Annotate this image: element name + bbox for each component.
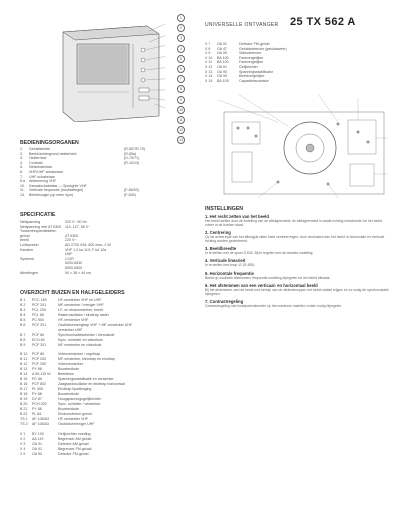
tube-function: Oscillator/mengtrap VHF + MF-versterker UHF — [58, 322, 133, 327]
diode-function: Beeldvergelijker — [239, 74, 265, 79]
callout-number: 3 — [177, 34, 185, 42]
diode-function: Fasevergelijker — [239, 55, 264, 60]
diode-type: OA 90 — [217, 69, 227, 74]
control-label: Afstemming VHF — [29, 179, 57, 184]
tube-type: PC 900 — [32, 317, 44, 322]
diode-row — [205, 79, 287, 84]
halfgeleiders-list-continued — [205, 42, 287, 83]
overzicht-list — [20, 298, 132, 457]
tube-ref: X 4 — [20, 446, 26, 451]
tube-type: OA 90 — [32, 451, 42, 456]
tube-type: PCF 200 — [32, 357, 47, 362]
diode-ref: X 7 — [205, 42, 211, 46]
tube-ref: B 9 — [20, 342, 26, 347]
diode-ref: X 11 — [205, 60, 213, 65]
spec-value: 6000-6500 — [65, 265, 83, 270]
spec-label: Luidspreker — [20, 242, 39, 247]
tube-ref: B 17 — [20, 387, 28, 392]
tube-type: PCF 200 — [32, 362, 47, 367]
section-title-instellingen: INSTELLINGEN — [205, 206, 244, 212]
tube-ref: B 7 — [20, 332, 26, 337]
tube-type: BY 100 — [32, 431, 44, 436]
control-label: Contrast — [29, 160, 43, 165]
tube-function: Detector FM-geluid — [58, 451, 89, 456]
callout-number: 1 — [177, 14, 185, 22]
instelling-text: Op de achterzijde van het afbuigjuk zitten twee centreerringen; door verdraaien kan het beeld in horizontale en verticale richting worden gecentreerd. — [205, 235, 385, 244]
tube-function: Boosterdiode — [58, 406, 80, 411]
instellingen-sections — [205, 214, 390, 311]
spec-row — [20, 271, 111, 276]
callout-number: 10 — [177, 106, 185, 114]
tube-ref: X 2 — [20, 436, 26, 441]
instelling-text: Beeld op oscillator afstemmen; frequentie-instelling bijregelen tot het beeld stilstaat. — [205, 275, 331, 280]
callout-list — [177, 14, 185, 146]
tube-ref: TS 2 — [20, 421, 28, 426]
tube-type: PCF 80 — [32, 332, 45, 337]
tube-type: PC 86 — [32, 377, 42, 382]
tube-ref: X 5 — [20, 451, 26, 456]
control-label: VHF/UHF schakelaar — [29, 169, 63, 174]
tube-type: PCL 200 — [32, 307, 46, 312]
tube-function: Begrenzer AM geluid — [58, 436, 92, 441]
tube-function: Hoogspanningsgelijkrichter — [58, 397, 102, 402]
control-number: 13. — [20, 192, 25, 197]
spec-label: beeld — [20, 238, 29, 243]
callout-number: 5 — [177, 55, 185, 63]
callout-number: 9 — [177, 96, 185, 104]
spec-label: Systeem — [20, 256, 34, 261]
tube-function: HF-versterker VHF — [58, 317, 89, 322]
section-title-specificatie: SPECIFICATIE — [20, 212, 56, 218]
tube-ref: B 5 — [20, 317, 26, 322]
control-number: 2. — [20, 151, 23, 156]
tube-ref: B 6 — [20, 322, 26, 327]
callout-number: 7 — [177, 75, 185, 83]
tube-function: MF versterker en videobuis — [58, 342, 102, 347]
tube-ref: B 1 — [20, 298, 26, 302]
tube-function: Gelijkrichter voeding — [58, 431, 91, 436]
tube-type: PCH 200 — [32, 402, 47, 407]
tube-function: Eindversterker geluid — [58, 411, 92, 416]
tube-ref: B 13 — [20, 367, 28, 372]
tube-function: Videoversterker — [58, 362, 84, 367]
spec-value: 6200-6530 — [65, 261, 83, 266]
diode-ref: X 10 — [205, 55, 213, 60]
tube-ref: B 21 — [20, 406, 28, 411]
tube-function: Sync. scheider / versterker — [58, 402, 101, 407]
callout-number: 11 — [177, 116, 185, 124]
tube-type: PL 84 — [32, 411, 42, 416]
diode-type: OA 91 — [217, 42, 227, 46]
control-label: Geluidsterkte — [29, 147, 51, 151]
tube-function: Boosterdiode — [58, 367, 80, 372]
control-number: 1. — [20, 147, 23, 151]
spec-value: 220 V~ 50 Hz — [65, 220, 87, 224]
tube-type: AF 106/A3 — [32, 416, 49, 421]
spec-value: 54 × 38 × 44 cm — [65, 270, 91, 275]
tube-type: PCF 201 — [32, 302, 47, 307]
instelling-heading: 7. Contrastregeling — [205, 298, 244, 304]
spec-value: UHF — [65, 252, 73, 257]
spec-value: VHF 1,2 tot 11/1 F tot 12a — [65, 247, 107, 252]
tube-ref: TS 1 — [20, 416, 28, 421]
spec-value: AT 6300 — [65, 233, 79, 238]
tube-function: Boosterdiode — [58, 392, 80, 397]
diode-type: BA 100 — [217, 60, 229, 65]
diode-function: Detector FM-geluid — [239, 42, 270, 46]
spec-label: Kanalen — [20, 247, 34, 252]
doc-subtitle: UNIVERSELLE ONTVANGER — [205, 22, 279, 28]
control-number: 5. — [20, 165, 23, 170]
diode-type: BA 100 — [217, 55, 229, 60]
control-ref: (R-85a) — [124, 151, 137, 156]
control-label: Kanaalschakelaar — Spoeghfe VHF — [29, 183, 87, 188]
callout-number: 2 — [177, 24, 185, 32]
tube-ref: B 14 — [20, 372, 28, 377]
control-ref: (R-857/R-75) — [124, 147, 145, 151]
diode-function: Spanningsstabilisator — [239, 69, 274, 74]
tube-function: HF-versterker VHF en UHF — [58, 298, 102, 302]
control-item — [20, 193, 145, 198]
callout-number: 6 — [177, 65, 185, 73]
diode-type: OA 91 — [217, 64, 227, 69]
tube-type: AF 106/A3 — [32, 421, 49, 426]
callout-number: 12 — [177, 126, 185, 134]
control-label: Helderheid — [29, 156, 47, 161]
tube-function: Sync. scheider en videobuis — [58, 337, 103, 342]
tube-function: Detector AM-geluid — [58, 441, 89, 446]
instelling-heading: 1. Het recht zetten van het beeld — [205, 214, 269, 219]
callout-number: 4 — [177, 45, 185, 53]
tube-function: LF- en eindversterker, beeld — [58, 307, 103, 312]
tube-type: PY 88 — [32, 392, 42, 397]
tube-type: AA 119 — [32, 436, 44, 441]
tube-type: PCL 85 — [32, 312, 44, 317]
section-title-overzicht: OVERZICHT BUIZEN EN HALFGELEIDERS — [20, 290, 125, 296]
tube-type: PCF 201 — [32, 322, 47, 327]
control-number: 6.a — [20, 179, 25, 184]
tube-function: Zaagtandoscillator en eindtrap horizontaal — [58, 382, 125, 387]
tv-front-illustration — [55, 12, 165, 122]
tube-ref: B 20 — [20, 402, 28, 407]
instelling-heading: 2. Centrering — [205, 230, 231, 236]
tube-ref: B 8 — [20, 337, 26, 342]
tube-function: Oscillator/menger UHF — [58, 421, 95, 426]
tube-type: PCC 189 — [32, 298, 47, 302]
control-label: Netschakelaar — [29, 165, 52, 170]
tube-function: MF-versterker / menger VHF — [58, 302, 104, 307]
control-label: UHF schakelaar — [29, 174, 55, 179]
tube-type: OA 91 — [32, 441, 42, 446]
diode-ref: X 14 — [205, 74, 213, 79]
tube-ref: B 11 — [20, 357, 28, 362]
tube-function: Videoversterker / regeltrap — [58, 352, 101, 357]
control-number: 3. — [20, 156, 23, 161]
callout-number: 8 — [177, 85, 185, 93]
tube-type: PL 500 — [32, 387, 44, 392]
tube-row — [20, 452, 132, 457]
tube-type: ECH 84 — [32, 337, 45, 342]
instelling-heading: 5. Horizontale frequentie — [205, 270, 254, 276]
instelling-heading: 6. Het afstemmen van een verticaal- en horizontaal beeld — [205, 282, 318, 288]
control-ref: (D-70/71) — [124, 156, 140, 161]
diode-function: Fasevergelijker — [239, 60, 264, 65]
tube-ref: X 1 — [20, 431, 26, 436]
instelling-text: In te stellen met de spoel S-630. Bij te regelen met de breedte-instelling. — [205, 251, 314, 256]
diode-ref: X 9 — [205, 51, 211, 56]
tube-ref: B 3 — [20, 307, 26, 312]
diode-function: Videodetector — [239, 51, 262, 56]
section-title-bedieningsorganen: BEDIENINGSORGANEN — [20, 140, 79, 146]
control-number: 6. — [20, 169, 23, 174]
tube-ref: B 19 — [20, 397, 28, 402]
spec-value: CCIR — [65, 256, 74, 261]
control-number: 11. — [20, 188, 25, 193]
tube-function: HF-versterker VHF — [58, 416, 89, 421]
diode-ref: X 8 — [205, 46, 211, 51]
spec-label: Tussenfrequentieketen — [20, 229, 57, 234]
instelling-heading: 3. Beeldbreedte — [205, 246, 237, 252]
tube-ref: B 12 — [20, 362, 28, 367]
control-number: 10. — [20, 183, 25, 188]
control-ref: (R-101/3) — [124, 160, 140, 165]
tube-ref: B 15 — [20, 377, 28, 382]
tube-type: PY 88 — [32, 406, 42, 411]
instelling-text: Bij het afstemmen van het beeld met behulp van de afstemknoppen het beeld stabiel krijgen en zo nodig de synchronisatie bijregelen. — [205, 287, 389, 296]
control-label: Beeld/achtergrond-helderheid — [29, 151, 77, 156]
control-number: 7. — [20, 174, 23, 179]
spec-label: geluid — [20, 233, 30, 238]
tube-type: PCF 201 — [32, 342, 47, 347]
tube-function: Rasteroscillator / eindtrap raster — [58, 312, 109, 317]
tube-type: PY 88 — [32, 367, 42, 372]
tube-function: MF-versterker, klemtrap en eindtrap — [58, 357, 115, 362]
tube-type: OA 91 — [32, 446, 42, 451]
callout-number: 13 — [177, 136, 185, 144]
tube-ref: B 18 — [20, 392, 28, 397]
spec-value: 220 V~ — [65, 238, 77, 243]
spec-value: AD 2725 X/M, 800 ohm, 2 W — [65, 242, 111, 247]
instelling-text: In te stellen met knop 12 (R-830). — [205, 263, 256, 268]
spec-label: Netspanning — [20, 220, 41, 224]
instelling-text: Het beeld stellen door de instelling van de afbuigeenheid; de afbuigeenheid in axiale richting verschuiven tot het beeld zuiver in de hoeken staat. — [205, 219, 383, 228]
diode-type: BA 105 — [217, 78, 229, 83]
tube-ref: B 16 — [20, 382, 28, 387]
tube-function: Spanningsstabilisatie en versterker — [58, 377, 114, 382]
control-ref: (F-85/93) — [124, 188, 139, 193]
diode-function: Gelijkrichter — [239, 64, 258, 69]
tube-function: Eindtrap lijnafbuiging — [58, 387, 92, 392]
spec-label: Afmetingen — [20, 270, 39, 275]
diode-type: OA 47 — [217, 46, 227, 51]
instelling-text: Contrastregeling met instelpotentiometer op het maximum instellen; indien nodig bijregelen. — [205, 303, 343, 308]
tube-type: DY 87 — [32, 397, 42, 402]
tube-ref: B 22 — [20, 411, 28, 416]
diode-type: OA 95 — [217, 74, 227, 79]
tube-function: Synchronisatiescheider / klemdiode — [58, 332, 115, 337]
control-number: 4. — [20, 160, 23, 165]
diode-ref: X 12 — [205, 64, 213, 69]
tube-ref: B 10 — [20, 352, 28, 357]
tube-ref: X 3 — [20, 441, 26, 446]
diode-ref: X 13 — [205, 69, 213, 74]
diode-type: OA 90 — [217, 51, 227, 56]
chassis-diagram — [218, 92, 390, 200]
tube-function: Beeldbuis — [58, 372, 74, 377]
diode-function: Capaciteitsvariator — [239, 78, 269, 83]
control-label: Verticale frequentie (hoofdafregel) — [29, 188, 84, 193]
tube-type: PCF 802 — [32, 382, 47, 387]
control-ref: (F-830) — [124, 192, 136, 197]
tube-ref: B 4 — [20, 312, 26, 317]
diode-ref: X 15 — [205, 78, 213, 83]
tube-function: versterker UHF — [58, 327, 83, 332]
tube-ref: B 2 — [20, 302, 26, 307]
specificatie-table — [20, 220, 111, 275]
tube-function: Begrenzer FM-geluid — [58, 446, 92, 451]
diode-function: Geluidsdetector (geluidsweer) — [239, 46, 287, 51]
control-label: Beeldhoogte (op seter rijze) — [29, 192, 74, 197]
tube-type: A 50-115 W — [32, 372, 51, 377]
doc-model-title: 25 TX 562 A — [290, 16, 356, 28]
tube-type: PCF 80 — [32, 352, 45, 357]
bedieningsorganen-list — [20, 147, 145, 198]
spec-label: Netspanning met AT 6300 — [20, 224, 62, 229]
instelling-heading: 4. Verticale linearieit — [205, 258, 246, 264]
spec-value: 110, 127, 55 V~ — [65, 224, 91, 229]
